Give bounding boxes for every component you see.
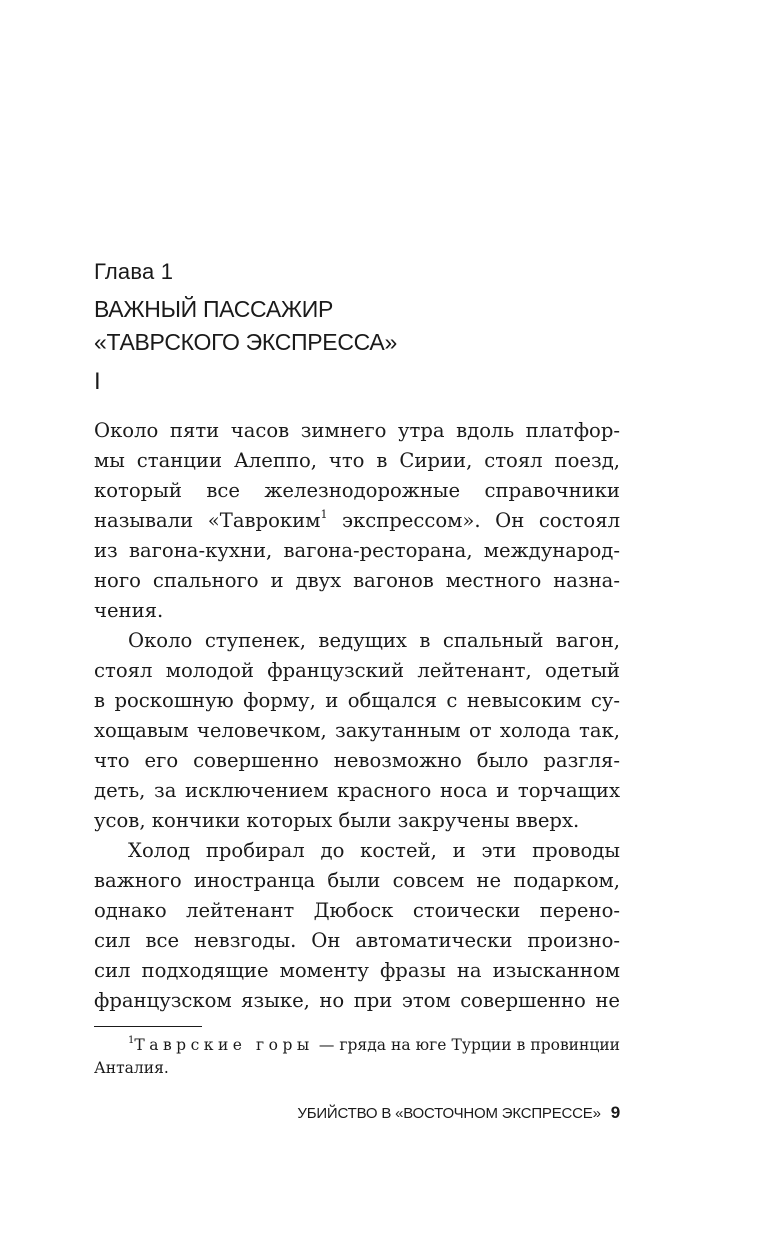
text-line: Около пяти часов зимнего утра вдоль платфор-: [94, 419, 620, 442]
footnote-line: Анталия.: [94, 1059, 169, 1077]
text-line: хощавым человечком, закутанным от холода так,: [94, 719, 620, 742]
text-line: из вагона-кухни, вагона-ресторана, международ-: [94, 539, 620, 562]
section-number: I: [94, 368, 101, 395]
book-title: УБИЙСТВО В «ВОСТОЧНОМ ЭКСПРЕССЕ»: [297, 1105, 601, 1122]
text-line: усов, кончики которых были закручены вверх.: [94, 809, 580, 832]
text-line: ного спального и двух вагонов местного назна-: [94, 569, 620, 592]
book-page: [94, 0, 620, 1241]
text-line: сил все невзгоды. Он автоматически произно-: [94, 929, 620, 952]
text-fragment: экспрессом». Он состоял: [342, 509, 620, 532]
text-line: Около ступенек, ведущих в спальный вагон,: [128, 629, 620, 652]
text-line-with-footnote: [94, 506, 620, 536]
text-fragment: называли «Тавроким: [94, 509, 321, 532]
text-line: сил подходящие моменту фразы на изысканном: [94, 959, 620, 982]
chapter-title-line-2: «ТАВРСКОГО ЭКСПРЕССА»: [94, 329, 397, 355]
body-text: [94, 416, 620, 1016]
footnote-divider: [94, 1026, 202, 1027]
text-line: важного иностранца были совсем не подарком,: [94, 869, 620, 892]
footnote-marker: 1: [128, 1035, 135, 1046]
footnote-line: [94, 1034, 620, 1057]
text-line: стоял молодой французский лейтенант, одетый: [94, 659, 620, 682]
footnote-reference: 1: [320, 508, 328, 521]
text-line: деть, за исключением красного носа и торчащих: [94, 779, 620, 802]
text-line: Холод пробирал до костей, и эти проводы: [128, 839, 620, 862]
chapter-title: [94, 293, 397, 359]
footnote: [94, 1034, 620, 1080]
footnote-term: Таврские горы: [134, 1036, 314, 1054]
chapter-label: Глава 1: [94, 259, 174, 284]
text-line: мы станции Алеппо, что в Сирии, стоял поезд,: [94, 449, 620, 472]
running-footer: [297, 1102, 620, 1125]
text-line: в роскошную форму, и общался с невысоким су-: [94, 689, 620, 712]
text-line: что его совершенно невозможно было разгля-: [94, 749, 620, 772]
text-line: французском языке, но при этом совершенно не: [94, 989, 620, 1012]
chapter-title-line-1: ВАЖНЫЙ ПАССАЖИР: [94, 296, 334, 322]
text-line: который все железнодорожные справочники: [94, 479, 620, 502]
text-line: чения.: [94, 599, 164, 622]
footnote-text: — гряда на юге Турции в провинции: [318, 1036, 620, 1054]
page-number: 9: [610, 1103, 620, 1122]
text-line: однако лейтенант Дюбоск стоически перено-: [94, 899, 620, 922]
